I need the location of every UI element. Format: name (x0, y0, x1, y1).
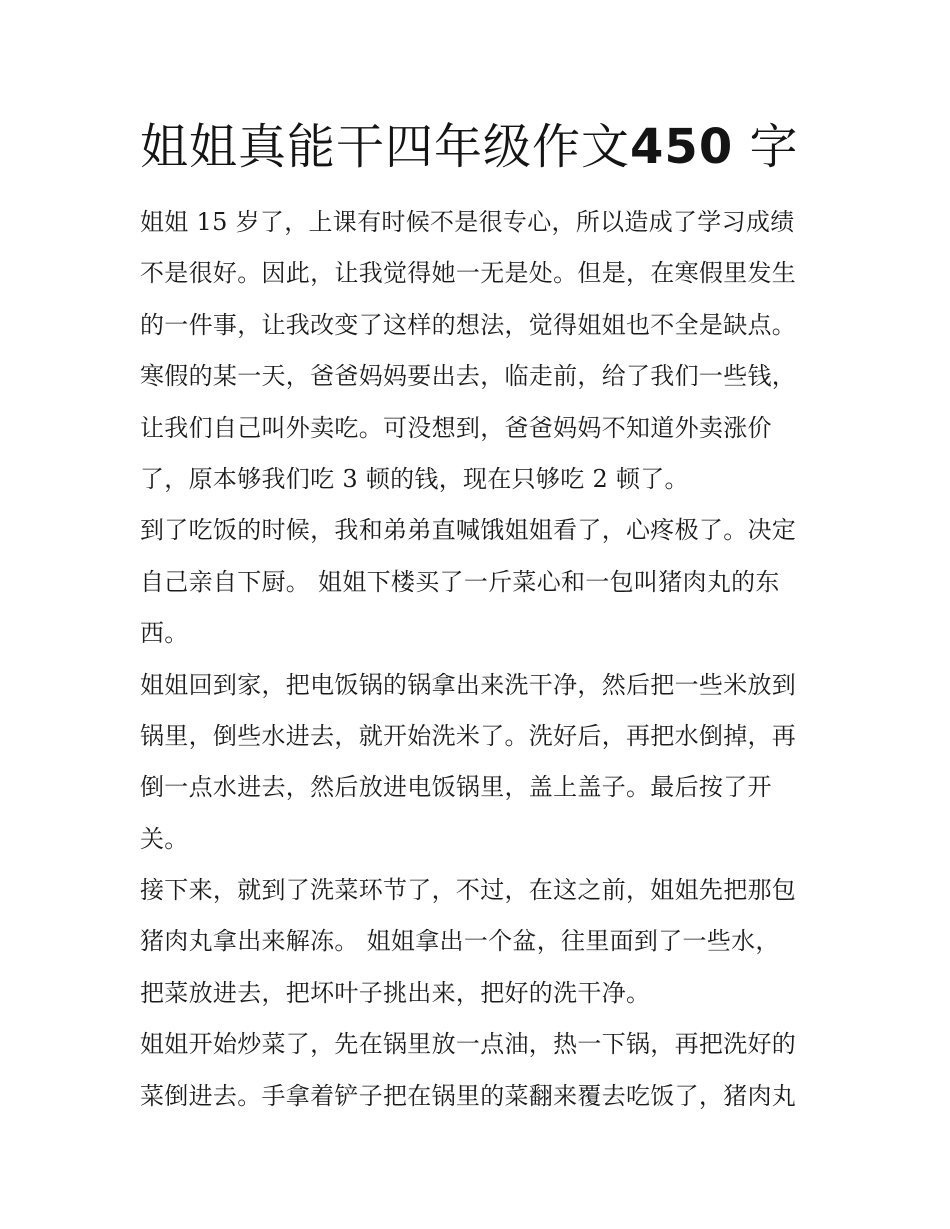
title-number: 450 (630, 119, 734, 175)
text-line: 锅里，倒些水进去，就开始洗米了。洗好后，再把水倒掉，再 (140, 721, 797, 750)
title-suffix: 字 (749, 119, 799, 175)
text-line: 西。 (140, 619, 189, 648)
text-line: 姐姐回到家，把电饭锅的锅拿出来洗干净，然后把一些米放到 (140, 670, 797, 699)
text-line: 的一件事，让我改变了这样的想法，觉得姐姐也不全是缺点。 (140, 310, 797, 339)
text-line: 接下来，就到了洗菜环节了，不过，在这之前，姐姐先把那包 (140, 876, 797, 905)
text-line: 姐姐 15 岁了，上课有时候不是很专心，所以造成了学习成绩 (140, 208, 795, 236)
text-line: 关。 (140, 824, 189, 853)
text-line: 到了吃饭的时候，我和弟弟直喊饿姐姐看了，心疼极了。决定 (140, 516, 797, 545)
text-line: 不是很好。因此，让我觉得她一无是处。但是，在寒假里发生 (140, 259, 797, 288)
text-line: 让我们自己叫外卖吃。可没想到，爸爸妈妈不知道外卖涨价 (140, 413, 772, 442)
text-line: 自己亲自下厨。 姐姐下楼买了一斤菜心和一包叫猪肉丸的东 (140, 567, 780, 596)
text-line: 姐姐开始炒菜了，先在锅里放一点油，热一下锅，再把洗好的 (140, 1030, 797, 1059)
text-line: 猪肉丸拿出来解冻。 姐姐拿出一个盆，往里面到了一些水， (140, 927, 780, 956)
document-title (140, 112, 799, 182)
document-body (140, 197, 812, 1122)
text-line: 了，原本够我们吃 3 顿的钱，现在只够吃 2 顿了。 (140, 464, 689, 493)
text-line: 把菜放进去，把坏叶子挑出来，把好的洗干净。 (140, 978, 651, 1007)
title-text: 姐姐真能干四年级作文 (140, 119, 631, 175)
text-line: 倒一点水进去，然后放进电饭锅里，盖上盖子。最后按了开 (140, 773, 772, 802)
text-line: 寒假的某一天，爸爸妈妈要出去，临走前，给了我们一些钱， (140, 362, 797, 391)
text-line: 菜倒进去。手拿着铲子把在锅里的菜翻来覆去吃饭了，猪肉丸 (140, 1081, 797, 1110)
